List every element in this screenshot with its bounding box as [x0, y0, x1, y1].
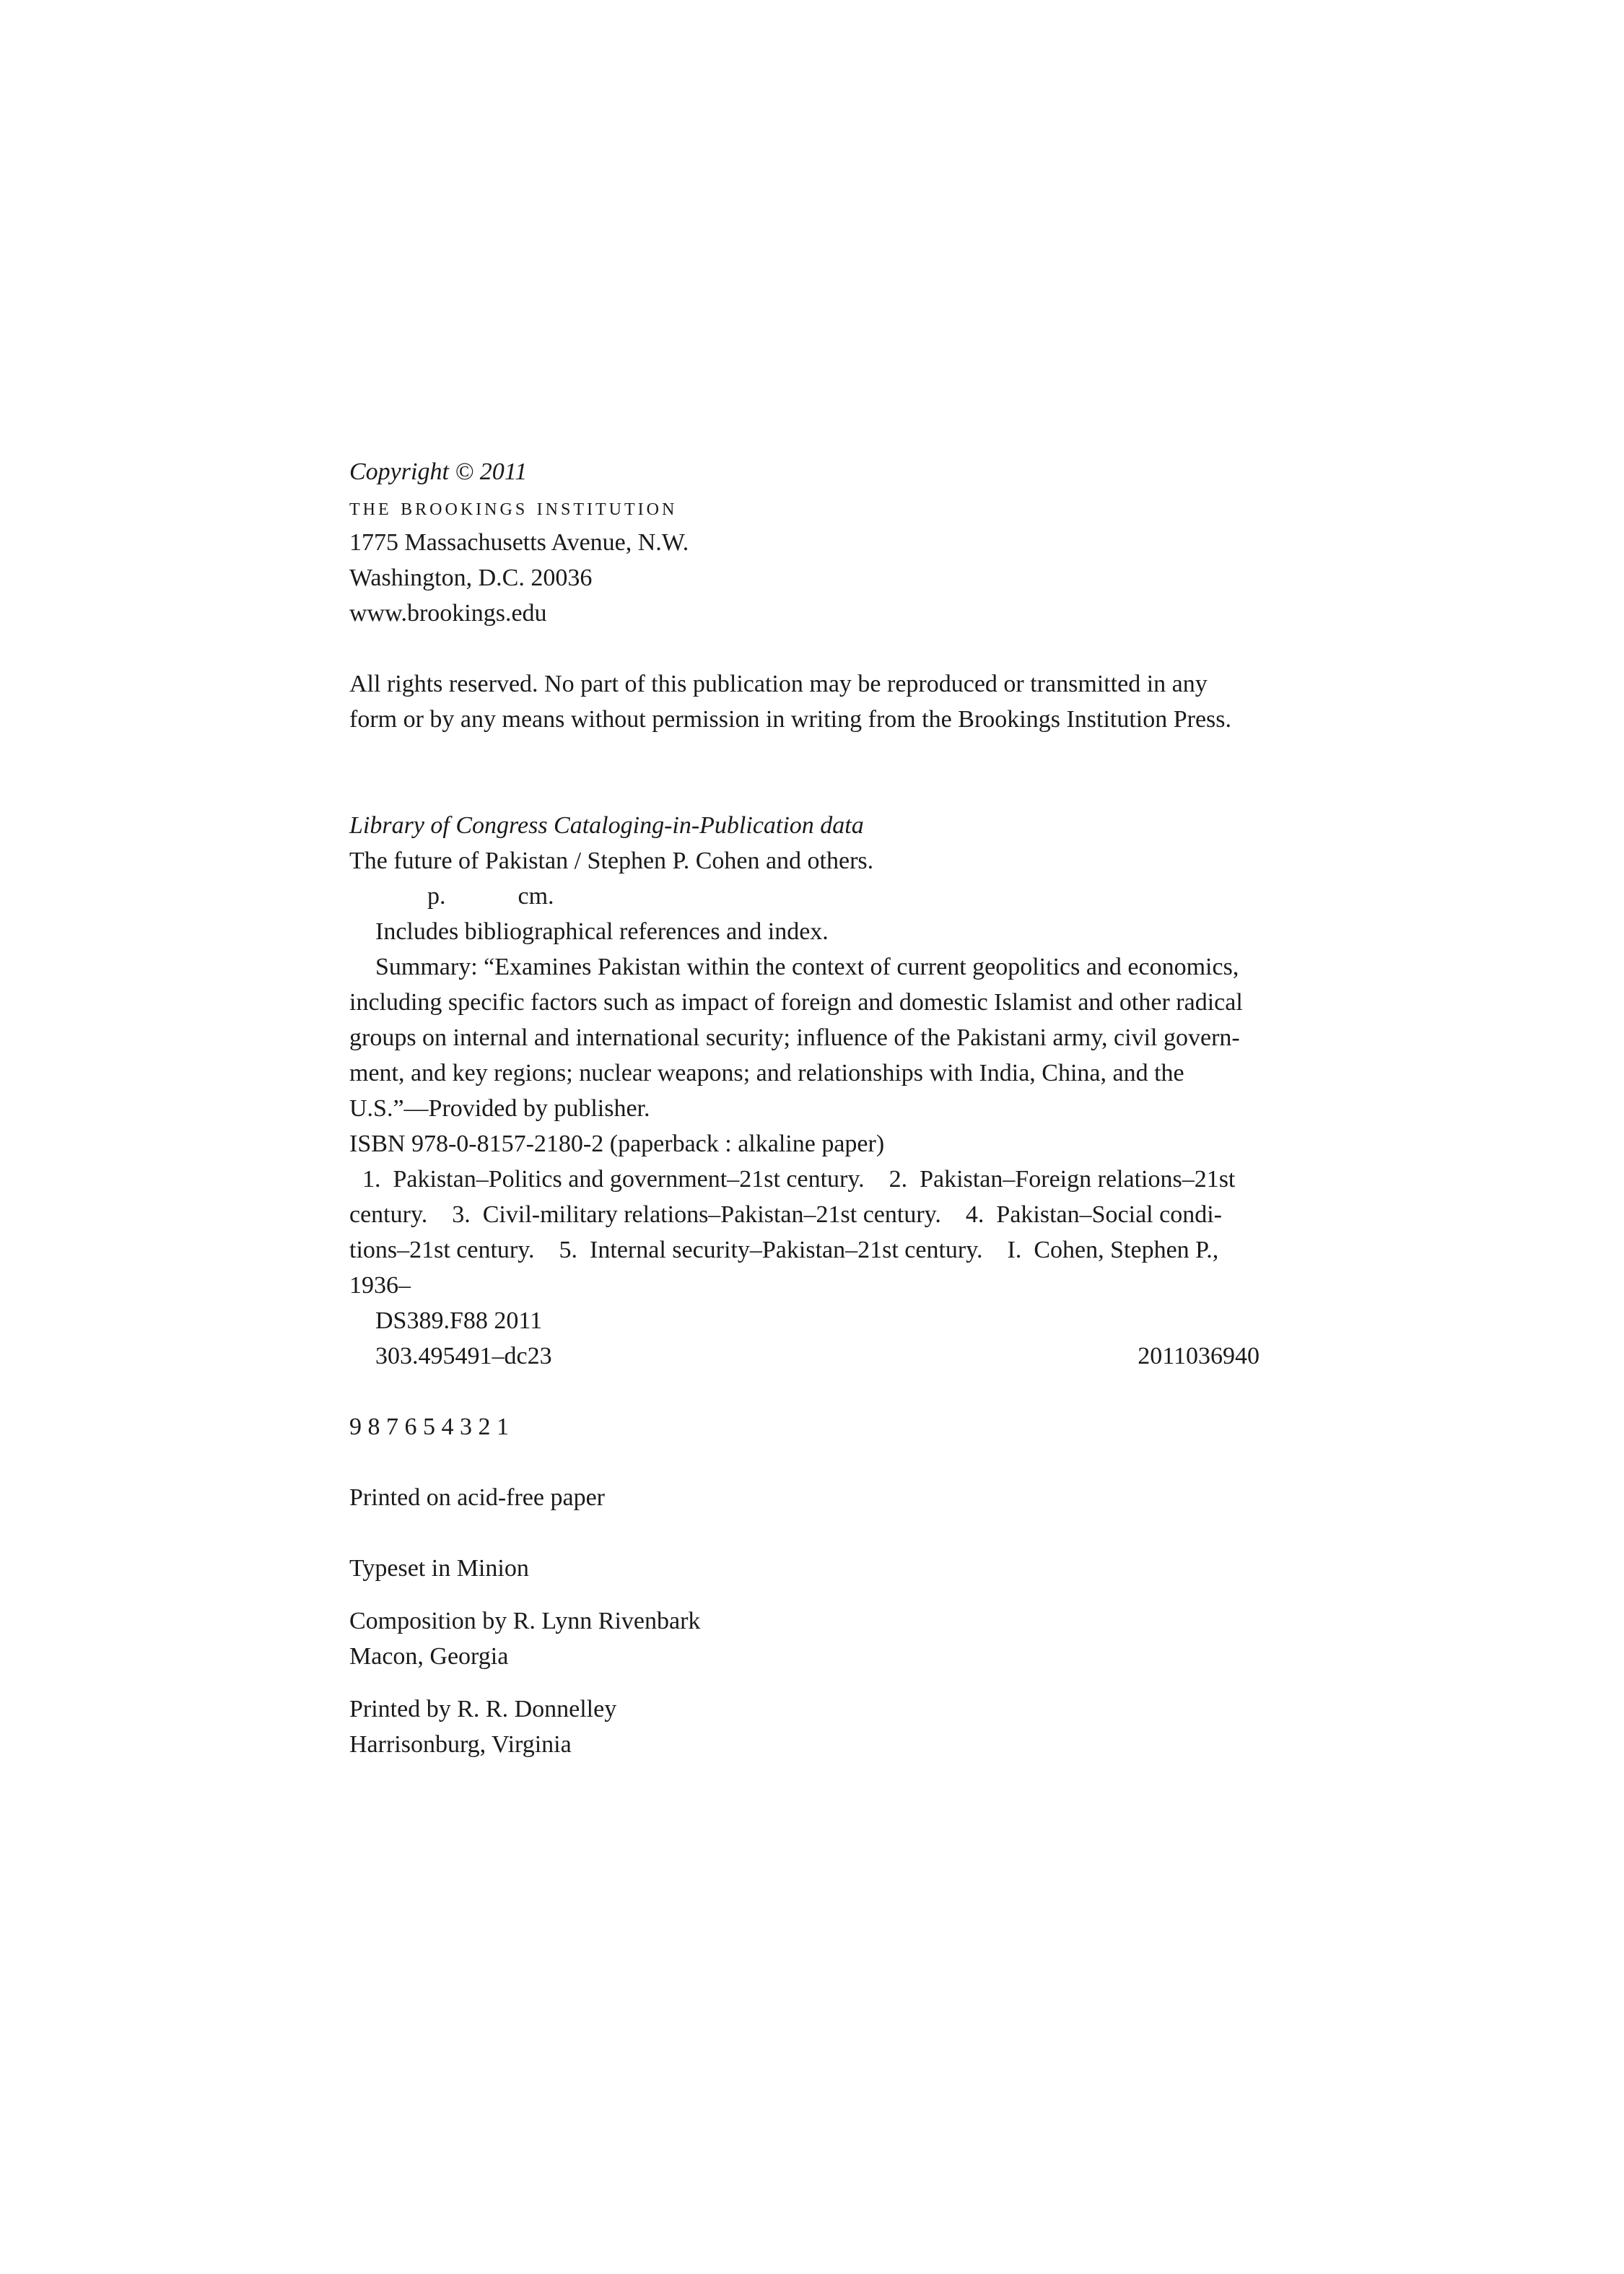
composition-line-2: Macon, Georgia	[349, 1643, 509, 1670]
cip-pcm-line	[349, 879, 1288, 914]
copyright-block	[349, 454, 1288, 631]
cip-subject-line: century. 3. Civil-military relations–Pakistan–21st century. 4. Pakistan–Social condi-	[349, 1201, 1222, 1228]
cip-call-number: DS389.F88 2011	[375, 1307, 543, 1334]
website-line: www.brookings.edu	[349, 600, 547, 627]
cip-p: p.	[427, 883, 446, 910]
rights-line-1: All rights reserved. No part of this publication may be reproduced or transmitted in any	[349, 671, 1208, 697]
cip-classification-row	[349, 1338, 1260, 1374]
cip-isbn: ISBN 978-0-8157-2180-2 (paperback : alkaline paper)	[349, 1131, 885, 1157]
address-line-2: Washington, D.C. 20036	[349, 565, 593, 591]
composition-block	[349, 1603, 1288, 1674]
composition-line-1: Composition by R. Lynn Rivenbark	[349, 1608, 701, 1634]
publisher-name: the brookings institution	[349, 494, 678, 520]
cip-cm: cm.	[518, 883, 554, 910]
printer-line-1: Printed by R. R. Donnelley	[349, 1696, 617, 1722]
cip-summary-line: groups on internal and international security; influence of the Pakistani army, civil govern-	[349, 1024, 1240, 1051]
cip-summary-line: U.S.”—Provided by publisher.	[349, 1095, 650, 1122]
rights-line-2: form or by any means without permission in writing from the Brookings Institution Press.	[349, 706, 1232, 733]
cip-includes: Includes bibliographical references and index.	[375, 918, 829, 945]
cip-heading: Library of Congress Cataloging-in-Publication data	[349, 812, 864, 839]
copyright-line: Copyright © 2011	[349, 458, 528, 485]
paper-note: Printed on acid-free paper	[349, 1484, 605, 1511]
cip-summary-line: Summary: “Examines Pakistan within the context of current geopolitics and economics,	[375, 954, 1239, 980]
cip-subject-line: 1936–	[349, 1272, 411, 1299]
printing-line: 9 8 7 6 5 4 3 2 1	[349, 1413, 509, 1440]
typeset-note: Typeset in Minion	[349, 1555, 529, 1582]
copyright-page	[349, 454, 1288, 1762]
cip-lccn: 2011036940	[1138, 1343, 1260, 1369]
address-line-1: 1775 Massachusetts Avenue, N.W.	[349, 529, 689, 556]
cip-summary-line: ment, and key regions; nuclear weapons; and relationships with India, China, and the	[349, 1060, 1184, 1086]
cip-subject-line: tions–21st century. 5. Internal security–Pakistan–21st century. I. Cohen, Stephen P.,	[349, 1237, 1219, 1263]
printer-line-2: Harrisonburg, Virginia	[349, 1731, 572, 1758]
cip-summary-line: including specific factors such as impact of foreign and domestic Islamist and other radical	[349, 989, 1243, 1016]
printer-block	[349, 1691, 1288, 1762]
cip-dewey: 303.495491–dc23	[375, 1343, 552, 1369]
cip-subject-line: 1. Pakistan–Politics and government–21st century. 2. Pakistan–Foreign relations–21st	[362, 1166, 1236, 1193]
cip-title-line: The future of Pakistan / Stephen P. Cohen and others.	[349, 848, 874, 874]
rights-statement	[349, 666, 1288, 737]
cip-block	[349, 808, 1288, 1374]
